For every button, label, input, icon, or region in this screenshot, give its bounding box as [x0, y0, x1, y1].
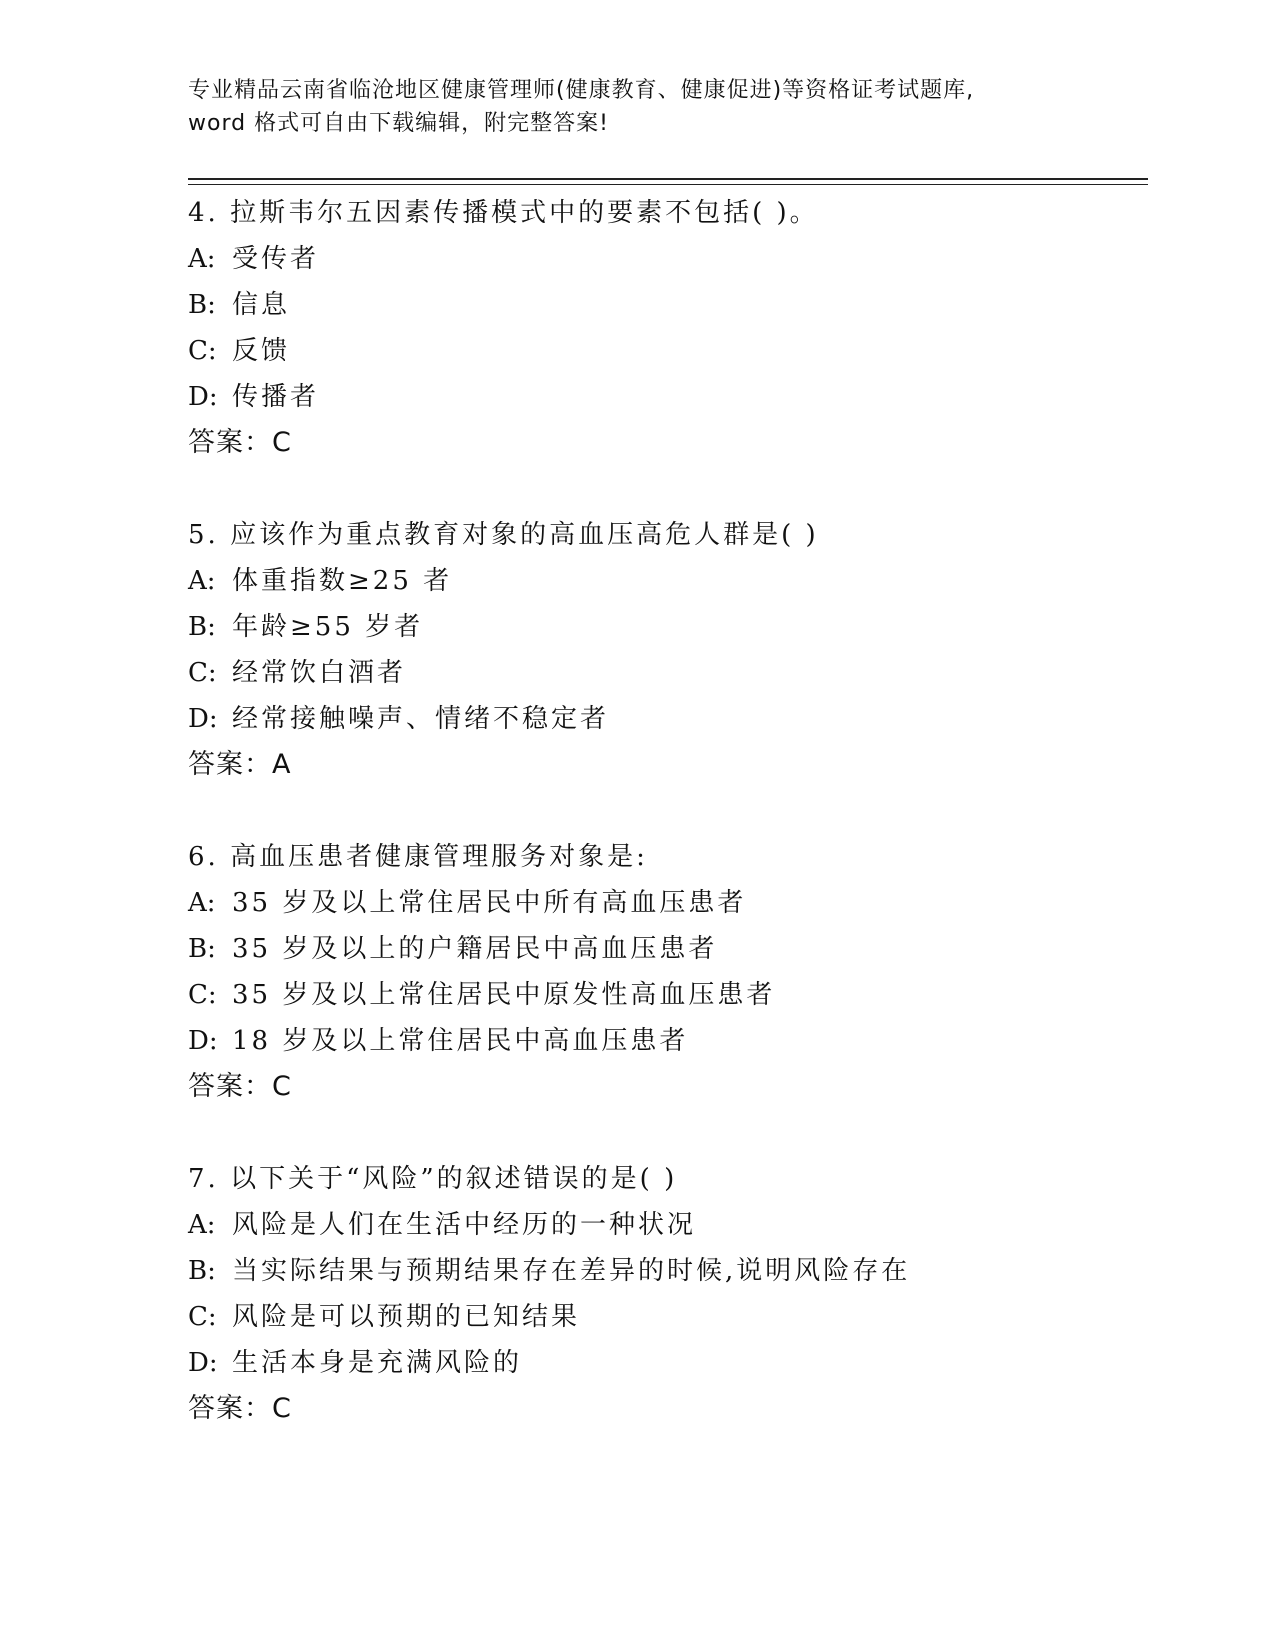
answer-line: 答案：C	[188, 427, 292, 458]
question-item	[188, 834, 1138, 1110]
option-text: 35 岁及以上的户籍居民中高血压患者	[232, 934, 718, 964]
option-text: 风险是可以预期的已知结果	[232, 1302, 581, 1332]
option-label: B:	[188, 934, 216, 964]
question-stem: 4. 拉斯韦尔五因素传播模式中的要素不包括( )。	[188, 198, 819, 228]
option-text: 信息	[232, 290, 291, 320]
option-b	[188, 604, 1138, 650]
option-d	[188, 1340, 1138, 1386]
option-label: C:	[188, 658, 217, 688]
option-text: 经常饮白酒者	[232, 658, 407, 688]
question-stem: 7. 以下关于“风险”的叙述错误的是( )	[188, 1164, 678, 1194]
option-label: D:	[188, 704, 218, 734]
option-label: A:	[188, 1210, 216, 1240]
header-divider	[188, 178, 1148, 180]
option-b	[188, 926, 1138, 972]
answer-line: 答案：A	[188, 749, 292, 780]
option-d	[188, 696, 1138, 742]
header-line-1: 专业精品云南省临沧地区健康管理师(健康教育、健康促进)等资格证考试题库,	[188, 78, 975, 103]
option-b	[188, 1248, 1138, 1294]
document-header	[188, 74, 1088, 140]
question-stem: 5. 应该作为重点教育对象的高血压高危人群是( )	[188, 520, 819, 550]
option-label: A:	[188, 566, 216, 596]
option-c	[188, 650, 1138, 696]
answer-line: 答案：C	[188, 1393, 292, 1424]
question-stem: 6. 高血压患者健康管理服务对象是:	[188, 842, 648, 872]
option-label: A:	[188, 888, 216, 918]
option-a	[188, 236, 1138, 282]
question-list	[188, 190, 1138, 1478]
option-label: B:	[188, 1256, 216, 1286]
option-c	[188, 328, 1138, 374]
option-a	[188, 1202, 1138, 1248]
header-divider-thin	[188, 184, 1148, 185]
option-b	[188, 282, 1138, 328]
option-label: D:	[188, 1348, 218, 1378]
question-item	[188, 512, 1138, 788]
question-item	[188, 1156, 1138, 1432]
option-d	[188, 1018, 1138, 1064]
question-item	[188, 190, 1138, 466]
option-label: B:	[188, 290, 216, 320]
option-label: A:	[188, 244, 216, 274]
option-text: 体重指数≥25 者	[232, 566, 453, 596]
option-label: C:	[188, 1302, 217, 1332]
option-text: 年龄≥55 岁者	[232, 612, 424, 642]
option-a	[188, 880, 1138, 926]
option-text: 18 岁及以上常住居民中高血压患者	[232, 1026, 689, 1056]
option-c	[188, 1294, 1138, 1340]
option-label: C:	[188, 980, 217, 1010]
option-label: D:	[188, 1026, 218, 1056]
header-line-2: word 格式可自由下载编辑，附完整答案!	[188, 111, 609, 136]
option-text: 受传者	[232, 244, 320, 274]
option-label: D:	[188, 382, 218, 412]
option-text: 传播者	[232, 382, 320, 412]
option-c	[188, 972, 1138, 1018]
option-text: 35 岁及以上常住居民中原发性高血压患者	[232, 980, 776, 1010]
option-text: 反馈	[232, 336, 291, 366]
option-text: 生活本身是充满风险的	[232, 1348, 523, 1378]
option-text: 风险是人们在生活中经历的一种状况	[232, 1210, 697, 1240]
option-text: 经常接触噪声、情绪不稳定者	[232, 704, 610, 734]
option-label: B:	[188, 612, 216, 642]
option-text: 35 岁及以上常住居民中所有高血压患者	[232, 888, 747, 918]
answer-line: 答案：C	[188, 1071, 292, 1102]
option-text: 当实际结果与预期结果存在差异的时候,说明风险存在	[232, 1256, 911, 1286]
option-a	[188, 558, 1138, 604]
option-d	[188, 374, 1138, 420]
option-label: C:	[188, 336, 217, 366]
